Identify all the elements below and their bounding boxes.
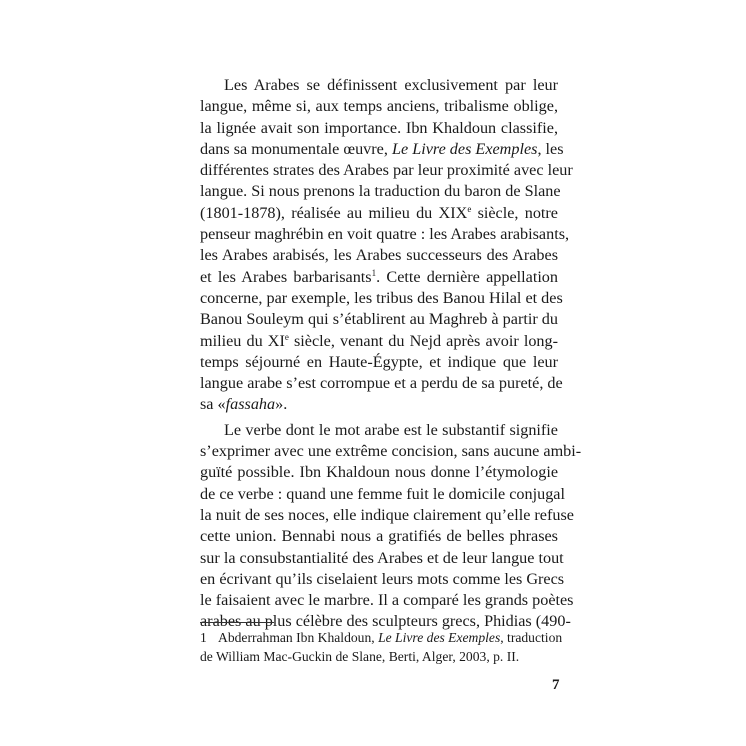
superscript: e [284, 331, 289, 342]
text-span: . Cette dernière appellation [376, 267, 558, 286]
text-span: penseur maghrébin en voit quatre : les Arabes arabisants, [200, 225, 570, 244]
text-line [200, 160, 573, 181]
text-line [200, 569, 565, 590]
text-line [200, 331, 558, 352]
text-span: de William Mac-Guckin de Slane, Berti, Alger, 2003, p. II. [200, 649, 520, 664]
text-line [200, 526, 558, 547]
text-span: différentes strates des Arabes par leur proximité avec leur [200, 161, 573, 180]
text-line [200, 118, 558, 139]
text-span: la nuit de ses noces, elle indique clairement qu’elle refuse [200, 505, 574, 524]
text-span: et les Arabes barbarisants [200, 267, 372, 286]
text-span: la lignée avait son importance. Ibn Khaldoun classifie, [200, 118, 558, 137]
text-span: le faisaient avec le marbre. Il a comparé les grands poètes [200, 591, 574, 610]
footnote-divider [200, 622, 274, 623]
text-line [200, 548, 564, 569]
text-line [200, 484, 565, 505]
text-line [200, 75, 558, 96]
text-line [200, 309, 558, 330]
text-span: milieu du XI [200, 331, 285, 350]
superscript: e [467, 203, 472, 214]
text-span: Le verbe dont le mot arabe est le substantif signifie [224, 420, 558, 439]
body-text [200, 75, 582, 633]
text-line [200, 181, 561, 202]
text-line [200, 203, 558, 224]
text-span: langue, même si, aux temps anciens, tribalisme oblige, [200, 97, 558, 116]
text-span: sa « [200, 395, 226, 414]
footnote [200, 628, 563, 666]
footnote-reference[interactable]: 1 [371, 267, 377, 278]
footnote-line [200, 628, 563, 647]
text-line [200, 420, 558, 441]
text-line [200, 224, 570, 245]
text-span: cette union. Bennabi nous a gratifiés de belles phrases [200, 527, 558, 546]
text-span: Abderrahman Ibn Khaldoun, [218, 630, 379, 645]
text-span: sur la consubstantialité des Arabes et de leur langue tout [200, 548, 564, 567]
text-line [200, 590, 574, 611]
text-span: concerne, par exemple, les tribus des Banou Hilal et des [200, 288, 563, 307]
text-line [200, 267, 558, 288]
text-span: siècle, venant du Nejd après avoir long- [288, 331, 558, 350]
paragraph-2 [200, 420, 582, 633]
paragraph-1 [200, 75, 573, 416]
text-span: les Arabes arabisés, les Arabes successeurs des Arabes [200, 246, 558, 265]
text-span: guïté possible. Ibn Khaldoun nous donne l’étymologie [200, 463, 558, 482]
text-span: Les Arabes se définissent exclusivement par leur [224, 76, 558, 94]
book-title: Le Livre des Exemples [378, 630, 501, 645]
text-span: dans sa monumentale œuvre, [200, 139, 392, 158]
text-line [200, 288, 563, 309]
text-span: de ce verbe : quand une femme fuit le domicile conjugal [200, 484, 565, 503]
page-number: 7 [552, 677, 560, 693]
text-line [200, 505, 574, 526]
text-span: Banou Souleym qui s’établirent au Maghreb à partir du [200, 310, 558, 329]
text-span: , les [537, 139, 564, 158]
text-span: s’exprimer avec une extrême concision, sans aucune ambi- [200, 442, 582, 461]
italic-word: fassaha [225, 395, 276, 414]
text-span: langue. Si nous prenons la traduction du baron de Slane [200, 182, 561, 201]
text-line [200, 139, 564, 160]
text-line [200, 352, 558, 373]
text-span: (1801-1878), réalisée au milieu du XIX [200, 203, 468, 222]
text-line [200, 96, 558, 117]
book-title: Le Livre des Exemples [391, 139, 538, 158]
text-line [200, 245, 558, 266]
text-span: temps séjourné en Haute-Égypte, et indique que leur [200, 352, 558, 371]
text-line [200, 462, 558, 483]
text-line [200, 394, 558, 415]
text-span: en écrivant qu’ils ciselaient leurs mots comme les Grecs [200, 569, 565, 588]
text-span: siècle, notre [471, 203, 558, 222]
text-span: langue arabe s’est corrompue et a perdu de sa pureté, de [200, 374, 563, 393]
text-span: ». [275, 395, 288, 414]
footnote-line [200, 647, 560, 666]
text-line [200, 373, 563, 394]
text-line [200, 441, 582, 462]
footnote-number: 1 [200, 630, 207, 645]
text-span: arabes au plus célèbre des sculpteurs grecs, Phidias (490- [200, 612, 571, 631]
text-span: , traduction [500, 630, 563, 645]
